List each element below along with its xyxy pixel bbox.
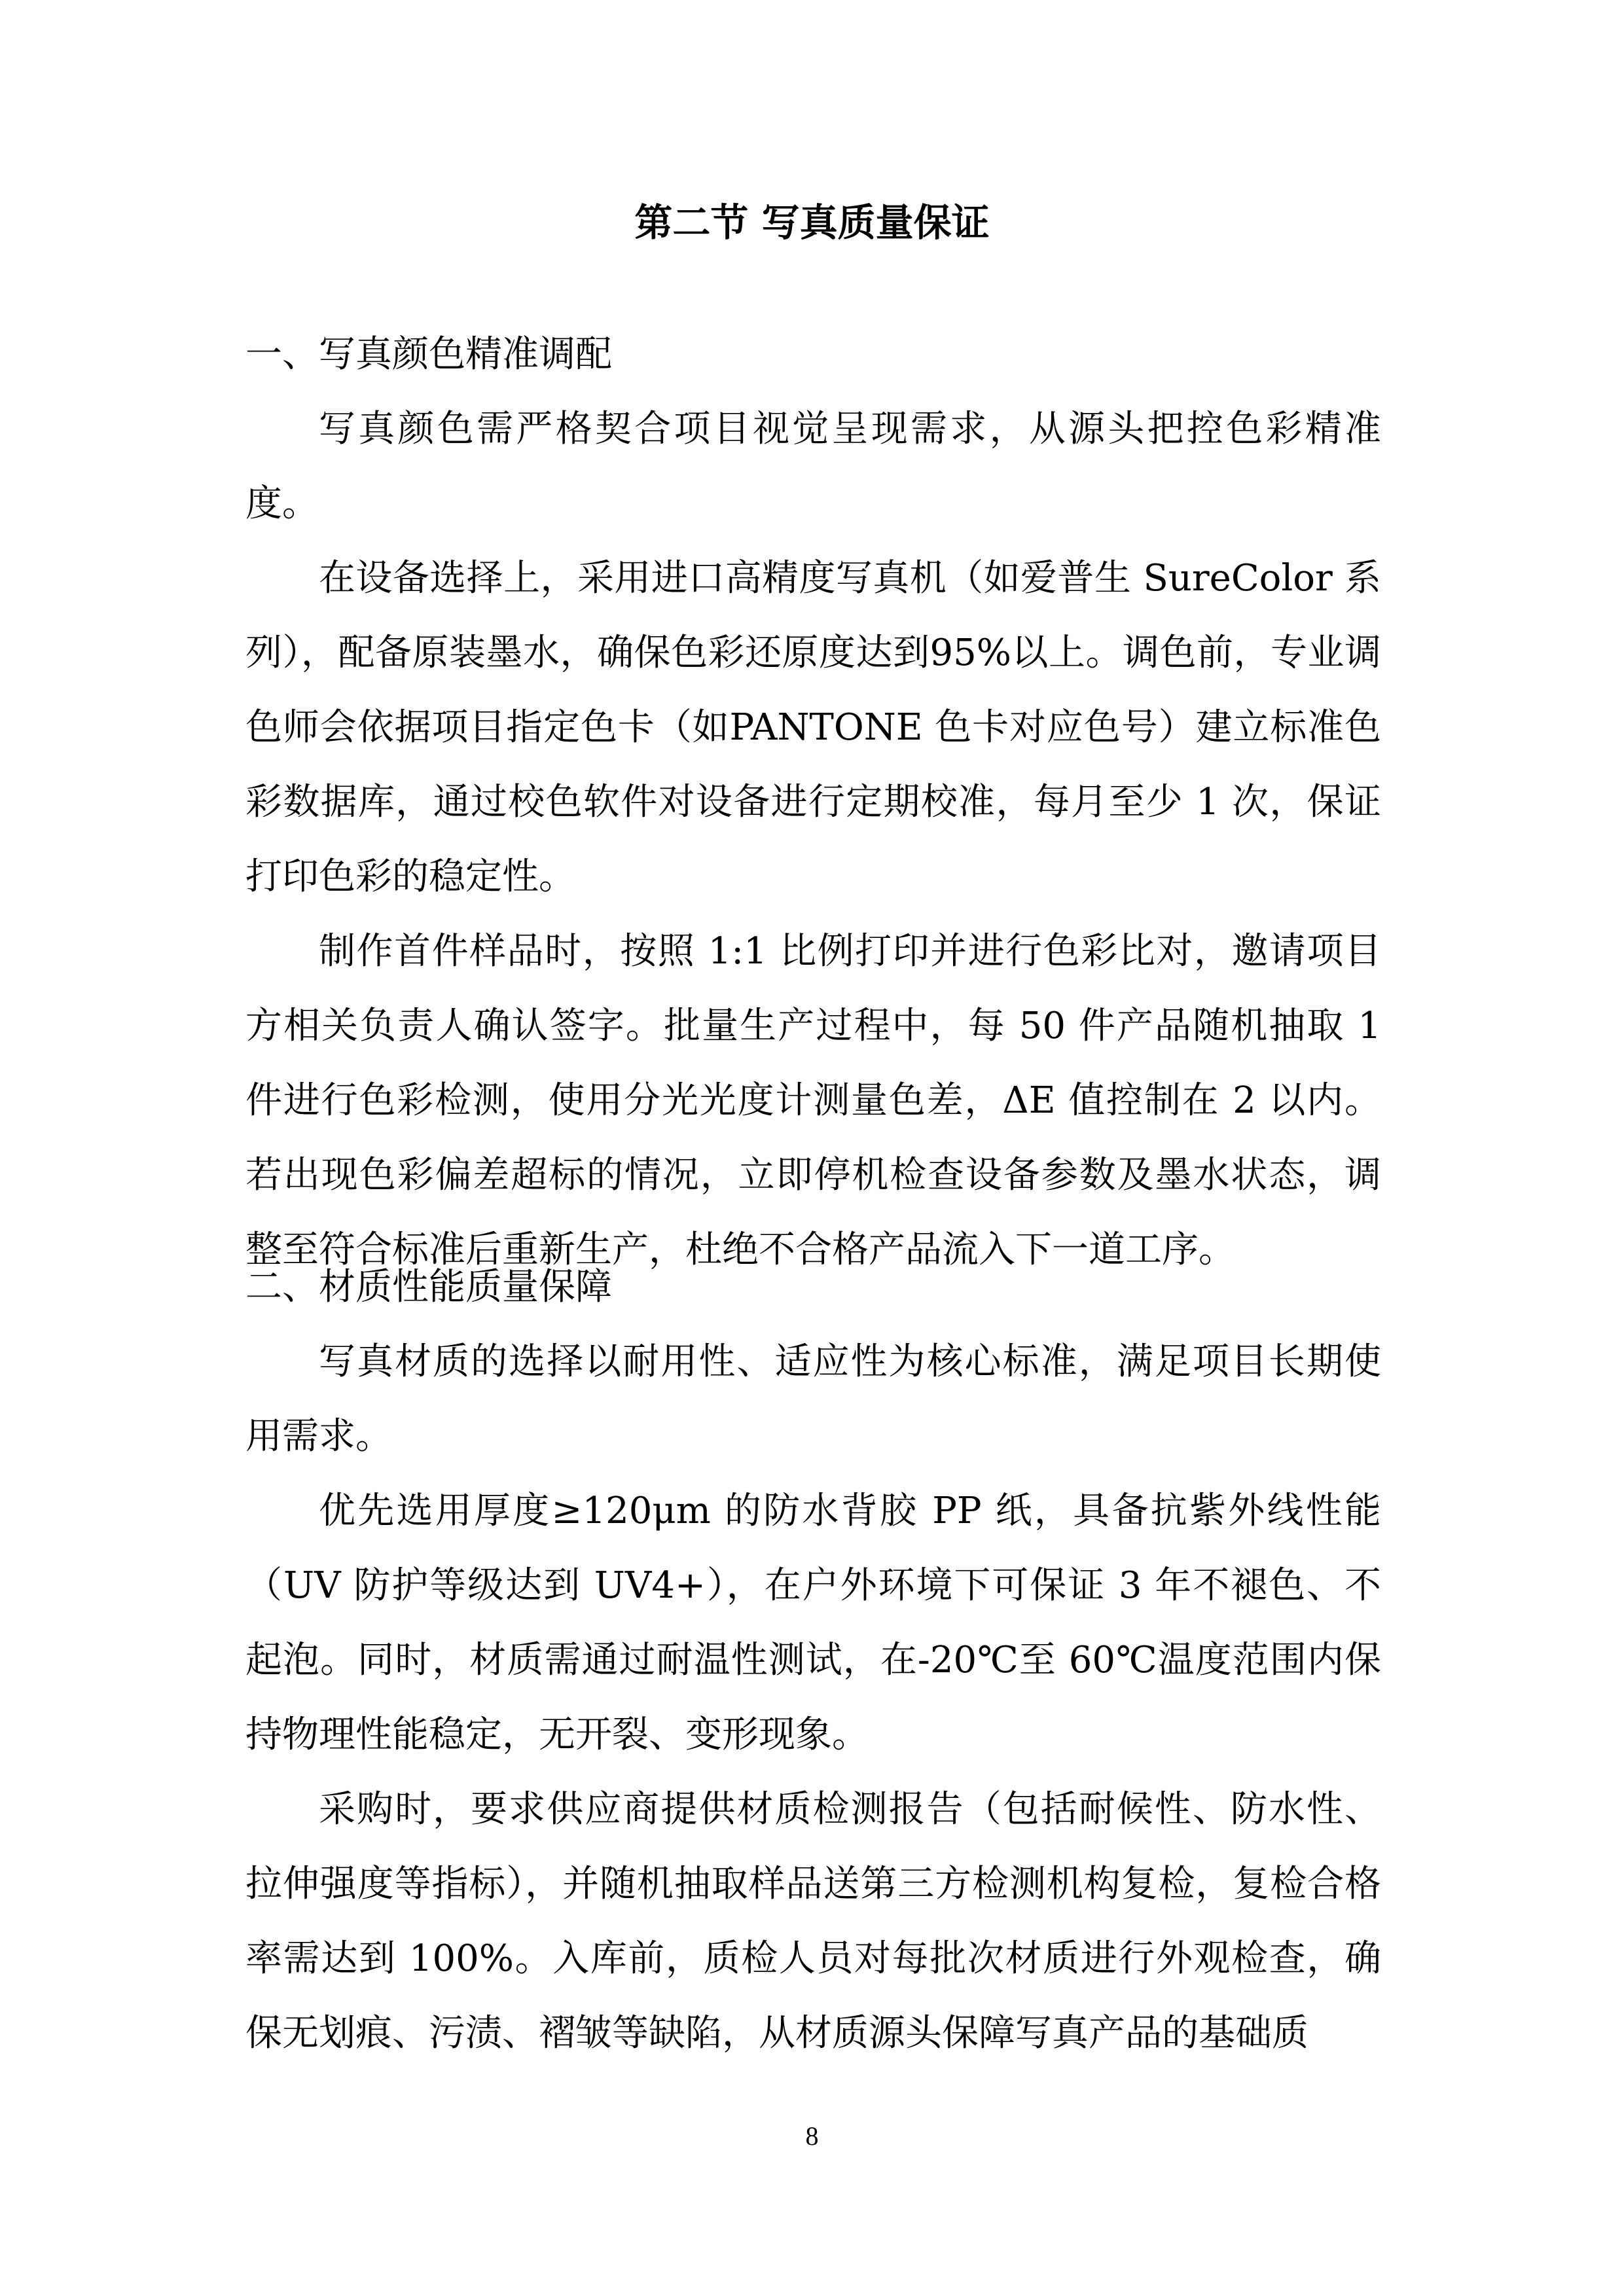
page-title: 第二节 写真质量保证 xyxy=(634,200,990,245)
section-heading: 二、材质性能质量保障 xyxy=(245,1266,612,1308)
paragraph: 写真材质的选择以耐用性、适应性为核心标准，满足项目长期使用需求。 xyxy=(245,1340,1381,1458)
paragraph: 在设备选择上，采用进口高精度写真机（如爱普生 SureColor 系列），配备原装墨水，确保色彩还原度达到95%以上。调色前，专业调色师会依据项目指定色卡（如PANTONE 色卡对应色号）建立标准色彩数据库，通过校色软件对设备进行定期校准，每月至少 1 次，保证打印色彩的稳定性。 xyxy=(245,557,1381,898)
paragraph: 写真颜色需严格契合项目视觉呈现需求，从源头把控色彩精准度。 xyxy=(245,408,1381,525)
section-material-quality xyxy=(245,1250,1381,2071)
paragraph: 制作首件样品时，按照 1:1 比例打印并进行色彩比对，邀请项目方相关负责人确认签字。批量生产过程中，每 50 件产品随机抽取 1 件进行色彩检测，使用分光光度计测量色差，ΔE 值控制在 2 以内。若出现色彩偏差超标的情况，立即停机检查设备参数及墨水状态，调整至符合标准后重新生产，杜绝不合格产品流入下一道工序。 xyxy=(245,930,1381,1271)
paragraph: 优先选用厚度≥120μm 的防水背胶 PP 纸，具备抗紫外线性能（UV 防护等级达到 UV4+），在户外环境下可保证 3 年不褪色、不起泡。同时，材质需通过耐温性测试，在-20℃至 60℃温度范围内保持物理性能稳定，无开裂、变形现象。 xyxy=(245,1490,1381,1756)
section-color-calibration xyxy=(245,317,1381,1287)
page-number: 8 xyxy=(805,2121,819,2151)
paragraph: 采购时，要求供应商提供材质检测报告（包括耐候性、防水性、拉伸强度等指标），并随机抽取样品送第三方检测机构复检，复检合格率需达到 100%。入库前，质检人员对每批次材质进行外观检查，确保无划痕、污渍、褶皱等缺陷，从材质源头保障写真产品的基础质 xyxy=(245,1788,1381,2054)
section-heading: 一、写真颜色精准调配 xyxy=(245,333,612,376)
